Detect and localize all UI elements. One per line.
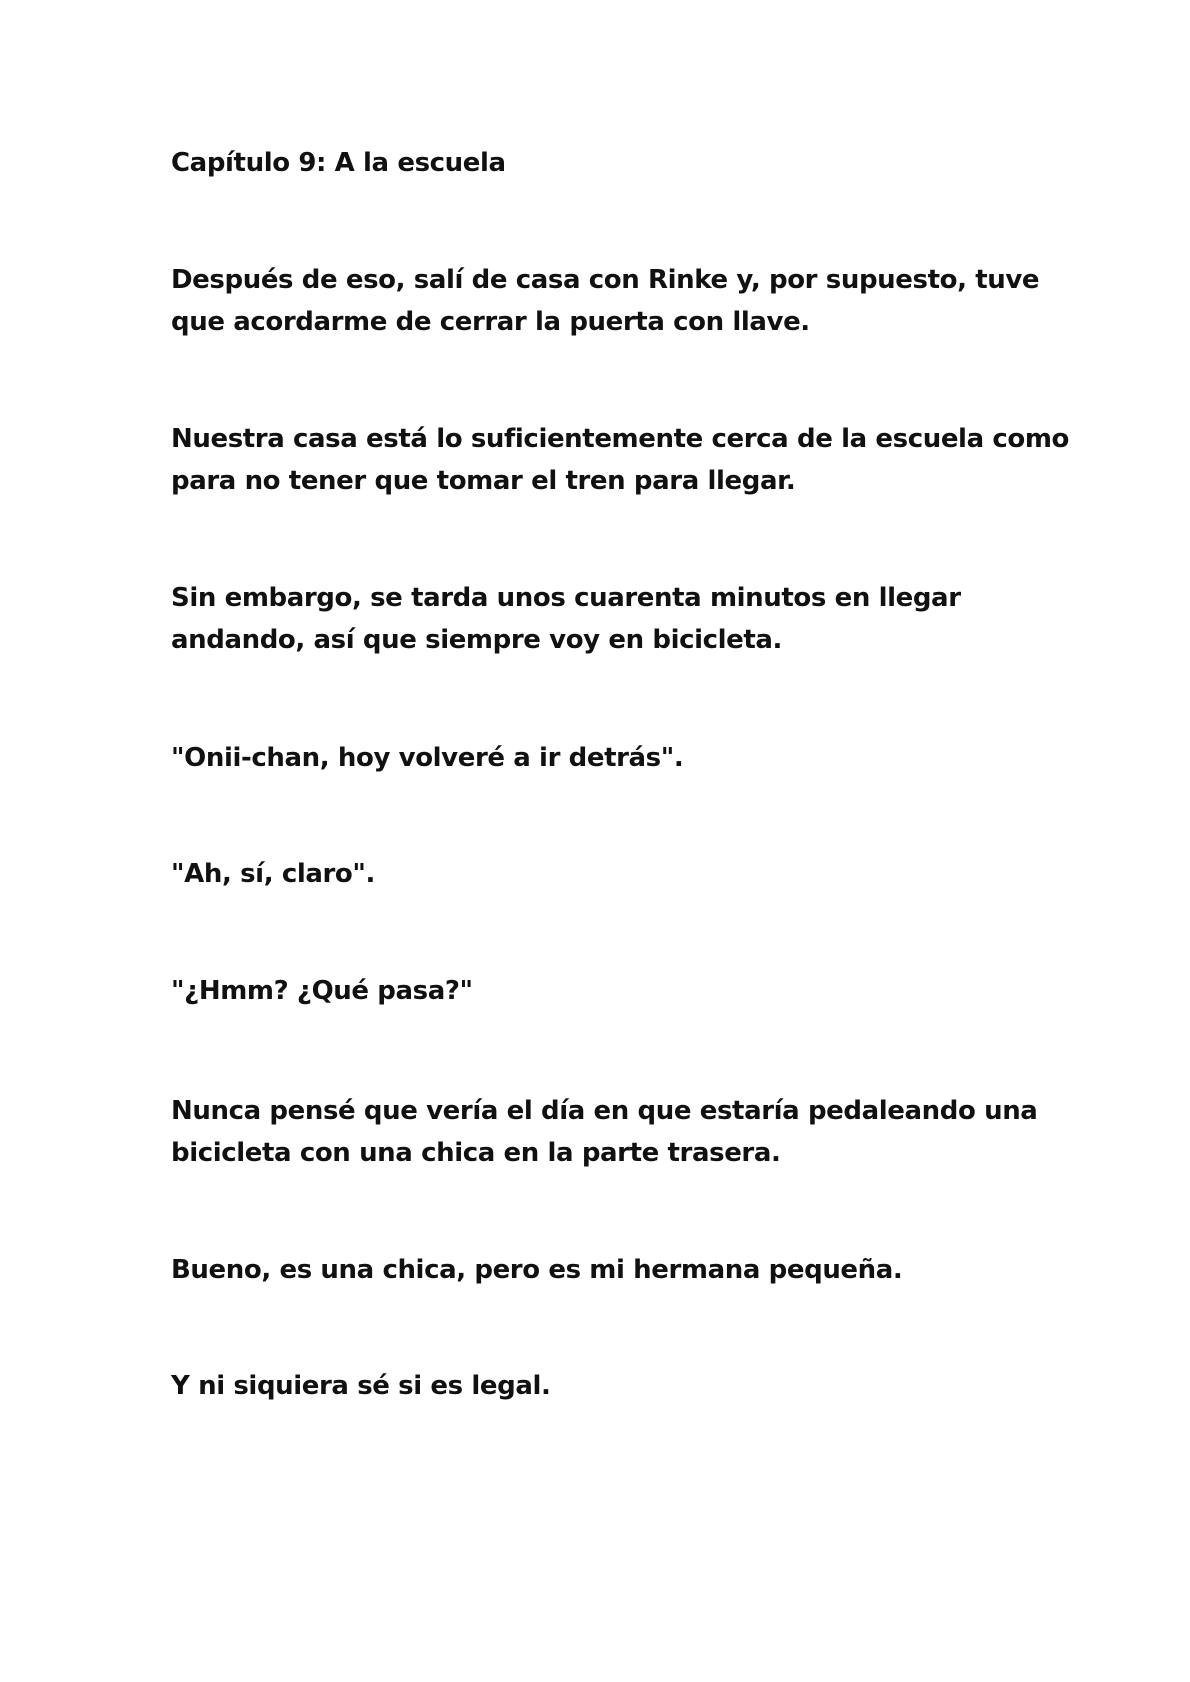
paragraph-line: que acordarme de cerrar la puerta con llave. bbox=[171, 307, 810, 337]
paragraph bbox=[171, 1090, 1038, 1174]
paragraph-line: "Onii-chan, hoy volveré a ir detrás". bbox=[171, 743, 684, 773]
paragraph-line: bicicleta con una chica en la parte trasera. bbox=[171, 1138, 781, 1168]
dialogue-line bbox=[171, 737, 1031, 779]
dialogue-line bbox=[171, 970, 1031, 1012]
paragraph-line: Sin embargo, se tarda unos cuarenta minutos en llegar bbox=[171, 583, 961, 613]
paragraph-line: Después de eso, salí de casa con Rinke y, por supuesto, tuve bbox=[171, 265, 1040, 295]
paragraph bbox=[171, 418, 1069, 502]
paragraph-line: Nunca pensé que vería el día en que estaría pedaleando una bbox=[171, 1096, 1038, 1126]
paragraph bbox=[171, 1249, 1031, 1291]
paragraph-line: Y ni siquiera sé si es legal. bbox=[171, 1371, 551, 1401]
paragraph-line: Nuestra casa está lo suficientemente cerca de la escuela como bbox=[171, 424, 1069, 454]
paragraph-line: "¿Hmm? ¿Qué pasa?" bbox=[171, 976, 473, 1006]
paragraph-line: andando, así que siempre voy en bicicleta. bbox=[171, 625, 783, 655]
chapter-title bbox=[171, 142, 1031, 184]
paragraph bbox=[171, 577, 1031, 661]
paragraph-line: Bueno, es una chica, pero es mi hermana pequeña. bbox=[171, 1255, 903, 1285]
paragraph bbox=[171, 259, 1040, 343]
paragraph-line: para no tener que tomar el tren para llegar. bbox=[171, 466, 796, 496]
paragraph bbox=[171, 1365, 1031, 1407]
dialogue-line bbox=[171, 853, 1031, 895]
chapter-title-text: Capítulo 9: A la escuela bbox=[171, 148, 506, 178]
paragraph-line: "Ah, sí, claro". bbox=[171, 859, 375, 889]
